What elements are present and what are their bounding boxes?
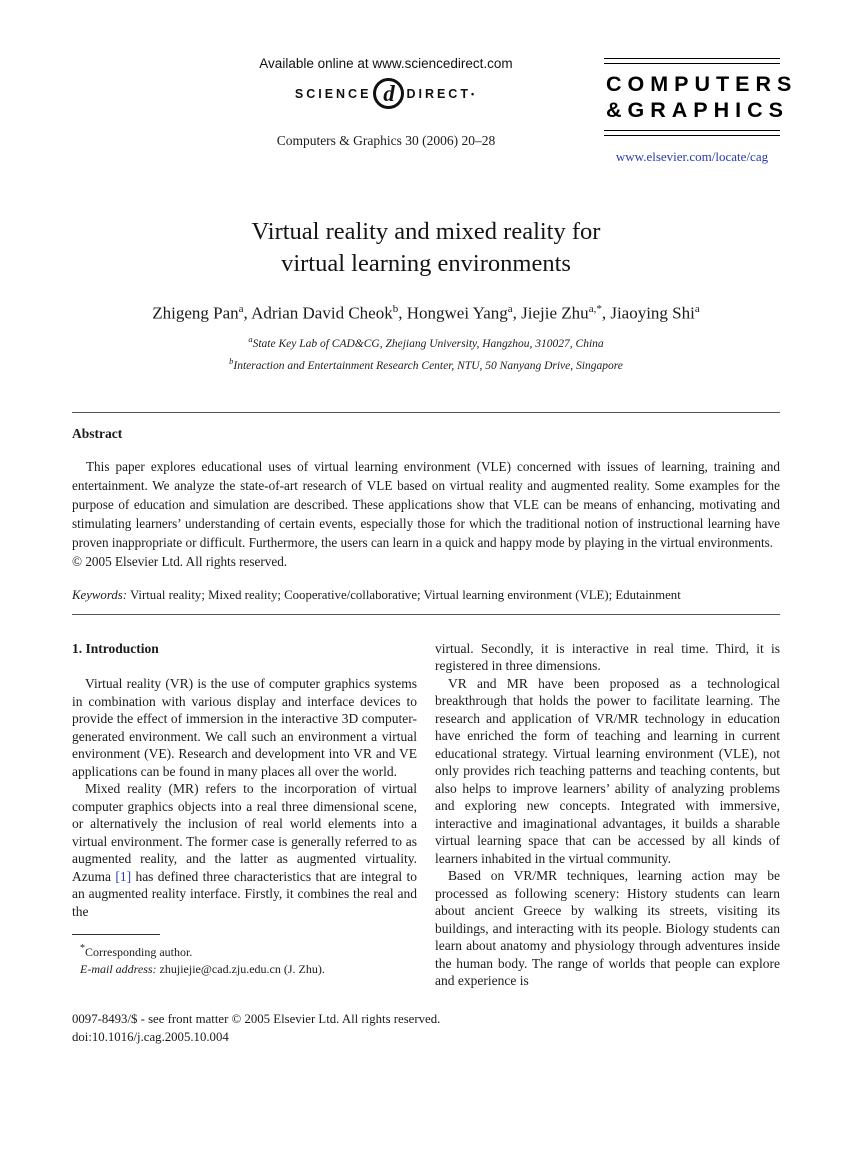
footnote-block xyxy=(72,934,417,978)
journal-citation: Computers & Graphics 30 (2006) 20–28 xyxy=(276,133,496,148)
logo-line-computers: COMPUTERS xyxy=(606,72,798,96)
email-note xyxy=(72,961,417,978)
reference-1-link[interactable]: [1] xyxy=(115,868,132,884)
affiliation-b xyxy=(72,354,780,376)
left-column xyxy=(72,640,417,990)
sciencedirect-d-icon: d xyxy=(373,78,404,109)
authors-line xyxy=(72,303,780,324)
author-name: Jiejie Zhu xyxy=(521,303,589,323)
author-name: Jiaoying Shi xyxy=(610,303,695,323)
body-paragraph: Based on VR/MR techniques, learning action may be processed as following scenery: History students can learn about ancient Greece by walking its streets, visiting its buildings, and interacting with its people. Biology students can learn about anatomy and physiology through adventures inside the human body. The range of worlds that people can explore and experience is xyxy=(435,868,780,989)
author-affiliation-sup: b xyxy=(392,302,399,315)
paragraph-text: Mixed reality (MR) refers to the incorporation of virtual computer graphics objects into a real three dimensional scene, or alternatively the inclusion of real world elements into a virtual environment. The former case is generally referred to as augmented reality, and the latter as augmented virtuality. Azuma xyxy=(72,781,417,884)
author-separator: , xyxy=(243,303,252,323)
sciencedirect-logo-science-text: SCIENCE xyxy=(294,86,372,101)
paper-title-line2: virtual learning environments xyxy=(281,250,571,278)
keywords-bottom-rule xyxy=(72,614,780,615)
author-affiliation-sup corresponding-author-asterisk: a,* xyxy=(588,302,602,315)
abstract-text: This paper explores educational uses of virtual learning environment (VLE) concerned with issues of learning, training and entertainment. We analyze the state-of-art research of VLE based on virtual reality and augmented reality. Some examples for the purpose of education and simulation are described. These applications show that VLE can be means of enhancing, motivating and stimulating learners’ understanding of certain events, especially those for which the traditional notion of instructional learning have proven inappropriate or difficult. Furthermore, the users can learn in a quick and happy mode by playing in the virtual environments. xyxy=(72,458,780,550)
author-separator: , xyxy=(398,303,407,323)
corresponding-author-note xyxy=(72,940,417,961)
email-label: E-mail address: xyxy=(80,962,157,977)
doi-line: doi:10.1016/j.cag.2005.10.004 xyxy=(72,1029,229,1044)
page-header xyxy=(72,56,798,188)
paragraph-text: has defined three characteristics that are integral to an augmented reality interface. Firstly, it combines the real and the xyxy=(72,868,417,919)
logo-bottom-double-rule xyxy=(604,130,780,136)
body-paragraph: VR and MR have been proposed as a technological breakthrough that holds the power to facilitate learning. The research and application of VR/MR technology in education have enriched the form of teaching and learning in current educational strategy. Virtual learning environment (VLE), not only provides rich teaching patterns and teaching contents, but also helps to improve learners’ ability of analyzing problems and exploring new concepts. Integrated with immersive, interactive and imaginational advantages, it builds a sharable virtual learning space that can be accessed by all kinds of learners inhabited in the virtual community. xyxy=(435,675,780,866)
affiliation-a xyxy=(72,332,780,354)
keywords-label: Keywords: xyxy=(72,587,127,602)
author-affiliation-sup: a xyxy=(507,302,513,315)
body-paragraph: Virtual reality (VR) is the use of computer graphics systems in combination with various display and interface devices to provide the effect of immersion in the interactive 3D computer-generated environment. We call such an environment a virtual environment (VE). Research and development into VR and VE applications can be found in many places all over the world. xyxy=(72,676,417,779)
sciencedirect-trademark-dot-icon: • xyxy=(470,88,478,99)
author-name: Zhigeng Pan xyxy=(152,303,239,323)
author-affiliation-sup: a xyxy=(694,302,700,315)
computers-graphics-logo xyxy=(604,58,798,165)
sciencedirect-logo-direct-text: DIRECT xyxy=(406,86,471,101)
email-address: zhujiejie@cad.zju.edu.cn (J. Zhu). xyxy=(156,962,325,977)
paper-title xyxy=(72,216,780,281)
body-columns xyxy=(72,640,780,990)
affiliation-sup: b xyxy=(229,356,234,367)
page-footer xyxy=(72,1010,780,1046)
affiliation-text: Interaction and Entertainment Research Center, NTU, 50 Nanyang Drive, Singapore xyxy=(233,359,623,372)
body-paragraph xyxy=(72,780,417,920)
author-affiliation-sup: a xyxy=(238,302,244,315)
paper-title-line1: Virtual reality and mixed reality for xyxy=(251,218,601,245)
elsevier-journal-url-link[interactable]: www.elsevier.com/locate/cag xyxy=(615,148,769,164)
available-online-text: Available online at www.sciencedirect.com xyxy=(259,56,513,71)
right-column xyxy=(435,640,780,990)
author-separator: , xyxy=(601,303,611,323)
issn-copyright-line: 0097-8493/$ - see front matter © 2005 Elsevier Ltd. All rights reserved. xyxy=(72,1011,441,1026)
affiliation-sup: a xyxy=(248,334,253,345)
logo-line-graphics: &GRAPHICS xyxy=(606,97,790,122)
author-name: Adrian David Cheok xyxy=(251,303,393,323)
affiliation-text: State Key Lab of CAD&CG, Zhejiang University, Hangzhou, 310027, China xyxy=(252,338,604,351)
body-paragraph: virtual. Secondly, it is interactive in real time. Third, it is registered in three dimensions. xyxy=(435,640,780,674)
author-name: Hongwei Yang xyxy=(406,303,508,323)
keywords-text: Virtual reality; Mixed reality; Cooperative/collaborative; Virtual learning environment (VLE); Edutainment xyxy=(126,587,681,602)
logo-text xyxy=(604,64,798,130)
abstract-heading: Abstract xyxy=(72,425,123,441)
abstract-copyright: © 2005 Elsevier Ltd. All rights reserved. xyxy=(72,553,288,569)
abstract-top-rule xyxy=(72,412,780,413)
footnote-asterisk: * xyxy=(80,943,85,955)
author-separator: , xyxy=(512,303,522,323)
affiliations-block xyxy=(72,332,780,376)
footnote-rule xyxy=(72,934,160,935)
corresponding-author-text: Corresponding author. xyxy=(85,945,193,960)
keywords-line xyxy=(72,588,780,603)
section-heading-introduction: 1. Introduction xyxy=(72,640,159,656)
